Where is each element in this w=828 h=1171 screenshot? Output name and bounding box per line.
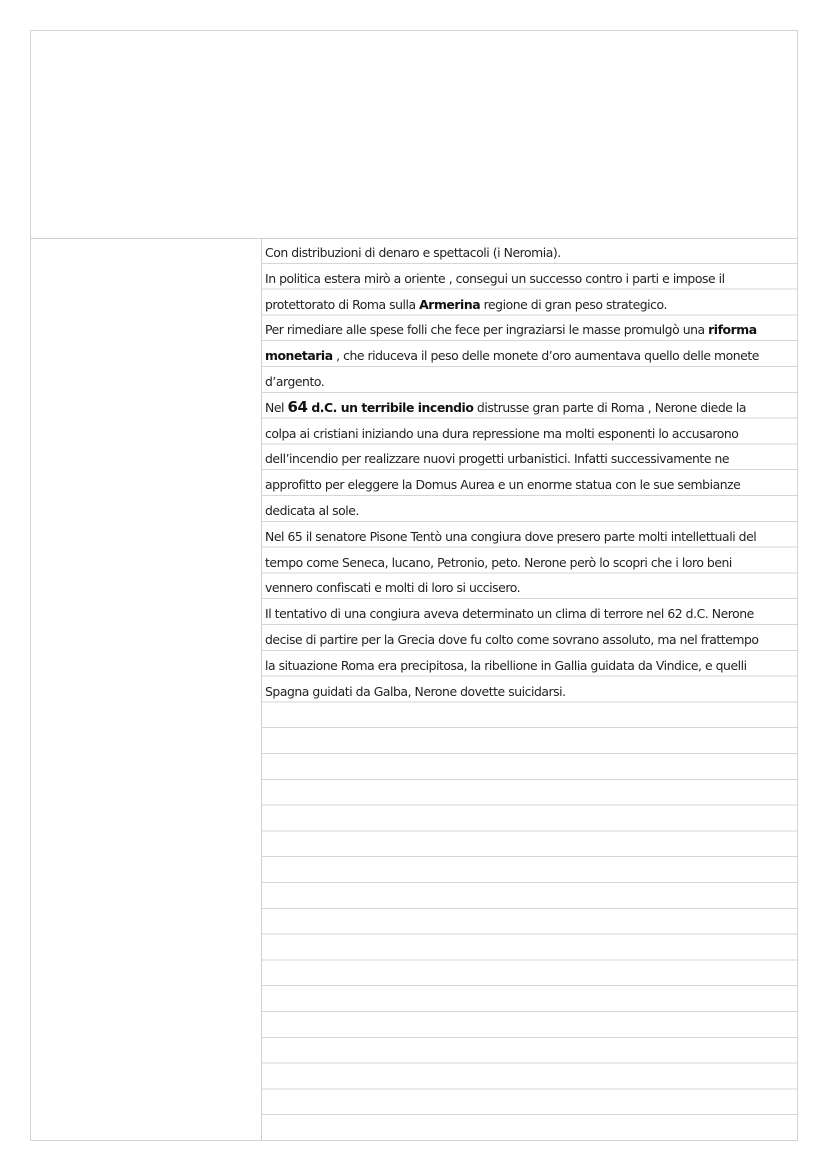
text-span: la situazione Roma era precipitosa, la ribellione in Gallia guidata da Vindice, e quelli bbox=[265, 657, 747, 673]
note-line bbox=[265, 575, 793, 601]
note-line bbox=[265, 601, 793, 627]
note-line bbox=[265, 395, 793, 421]
note-line bbox=[265, 627, 793, 653]
note-line bbox=[265, 317, 793, 343]
bold-text: monetaria bbox=[265, 348, 333, 364]
note-line bbox=[265, 653, 793, 679]
bold-text: Armerina bbox=[419, 296, 481, 312]
text-span: dell’incendio per realizzare nuovi progetti urbanistici. Infatti successivamente ne bbox=[265, 451, 730, 467]
text-span: protettorato di Roma sulla bbox=[265, 296, 420, 312]
title-area bbox=[31, 31, 797, 239]
text-span: decise di partire per la Grecia dove fu colto come sovrano assoluto, ma nel frattempo bbox=[265, 631, 759, 647]
bold-text: riforma bbox=[708, 322, 757, 338]
note-line bbox=[265, 240, 793, 266]
note-line bbox=[265, 472, 793, 498]
text-span: , che riduceva il peso delle monete d’oro aumentava quello delle monete bbox=[332, 348, 759, 364]
text-span: Il tentativo di una congiura aveva determinato un clima di terrore nel 62 d.C. Nerone bbox=[265, 606, 754, 622]
note-line bbox=[265, 369, 793, 395]
note-line bbox=[265, 266, 793, 292]
text-span: vennero confiscati e molti di loro si uccisero. bbox=[265, 580, 521, 596]
note-line bbox=[265, 498, 793, 524]
cue-column bbox=[31, 238, 262, 1140]
bold-text: 64 bbox=[287, 397, 308, 416]
note-line bbox=[265, 421, 793, 447]
text-span: regione di gran peso strategico. bbox=[480, 296, 667, 312]
note-line bbox=[265, 446, 793, 472]
text-span: distrusse gran parte di Roma , Nerone diede la bbox=[473, 399, 747, 415]
text-span: d’argento. bbox=[265, 373, 325, 389]
note-line bbox=[265, 524, 793, 550]
notes-column bbox=[261, 238, 797, 1140]
text-span: colpa ai cristiani iniziando una dura repressione ma molti esponenti lo accusarono bbox=[265, 425, 739, 441]
text-span: In politica estera mirò a oriente , consegui un successo contro i parti e impose il bbox=[265, 270, 725, 286]
text-span: Nel 65 il senatore Pisone Tentò una congiura dove presero parte molti intellettuali del bbox=[265, 528, 757, 544]
bold-text: d.C. un terribile incendio bbox=[307, 399, 474, 415]
note-line bbox=[265, 679, 793, 705]
text-span: tempo come Seneca, lucano, Petronio, peto. Nerone però lo scopri che i loro beni bbox=[265, 554, 732, 570]
text-span: dedicata al sole. bbox=[265, 502, 359, 518]
note-line bbox=[265, 550, 793, 576]
text-span: approfitto per eleggere la Domus Aurea e un enorme statua con le sue sembianze bbox=[265, 477, 741, 493]
text-span: Nel bbox=[265, 399, 288, 415]
text-span: Per rimediare alle spese folli che fece per ingraziarsi le masse promulgò una bbox=[265, 322, 709, 338]
notes-text bbox=[265, 240, 793, 704]
page-frame bbox=[30, 30, 798, 1141]
text-span: Con distribuzioni di denaro e spettacoli (i Neromia). bbox=[265, 245, 561, 260]
note-line bbox=[265, 292, 793, 318]
text-span: Spagna guidati da Galba, Nerone dovette suicidarsi. bbox=[265, 683, 566, 699]
note-line bbox=[265, 343, 793, 369]
